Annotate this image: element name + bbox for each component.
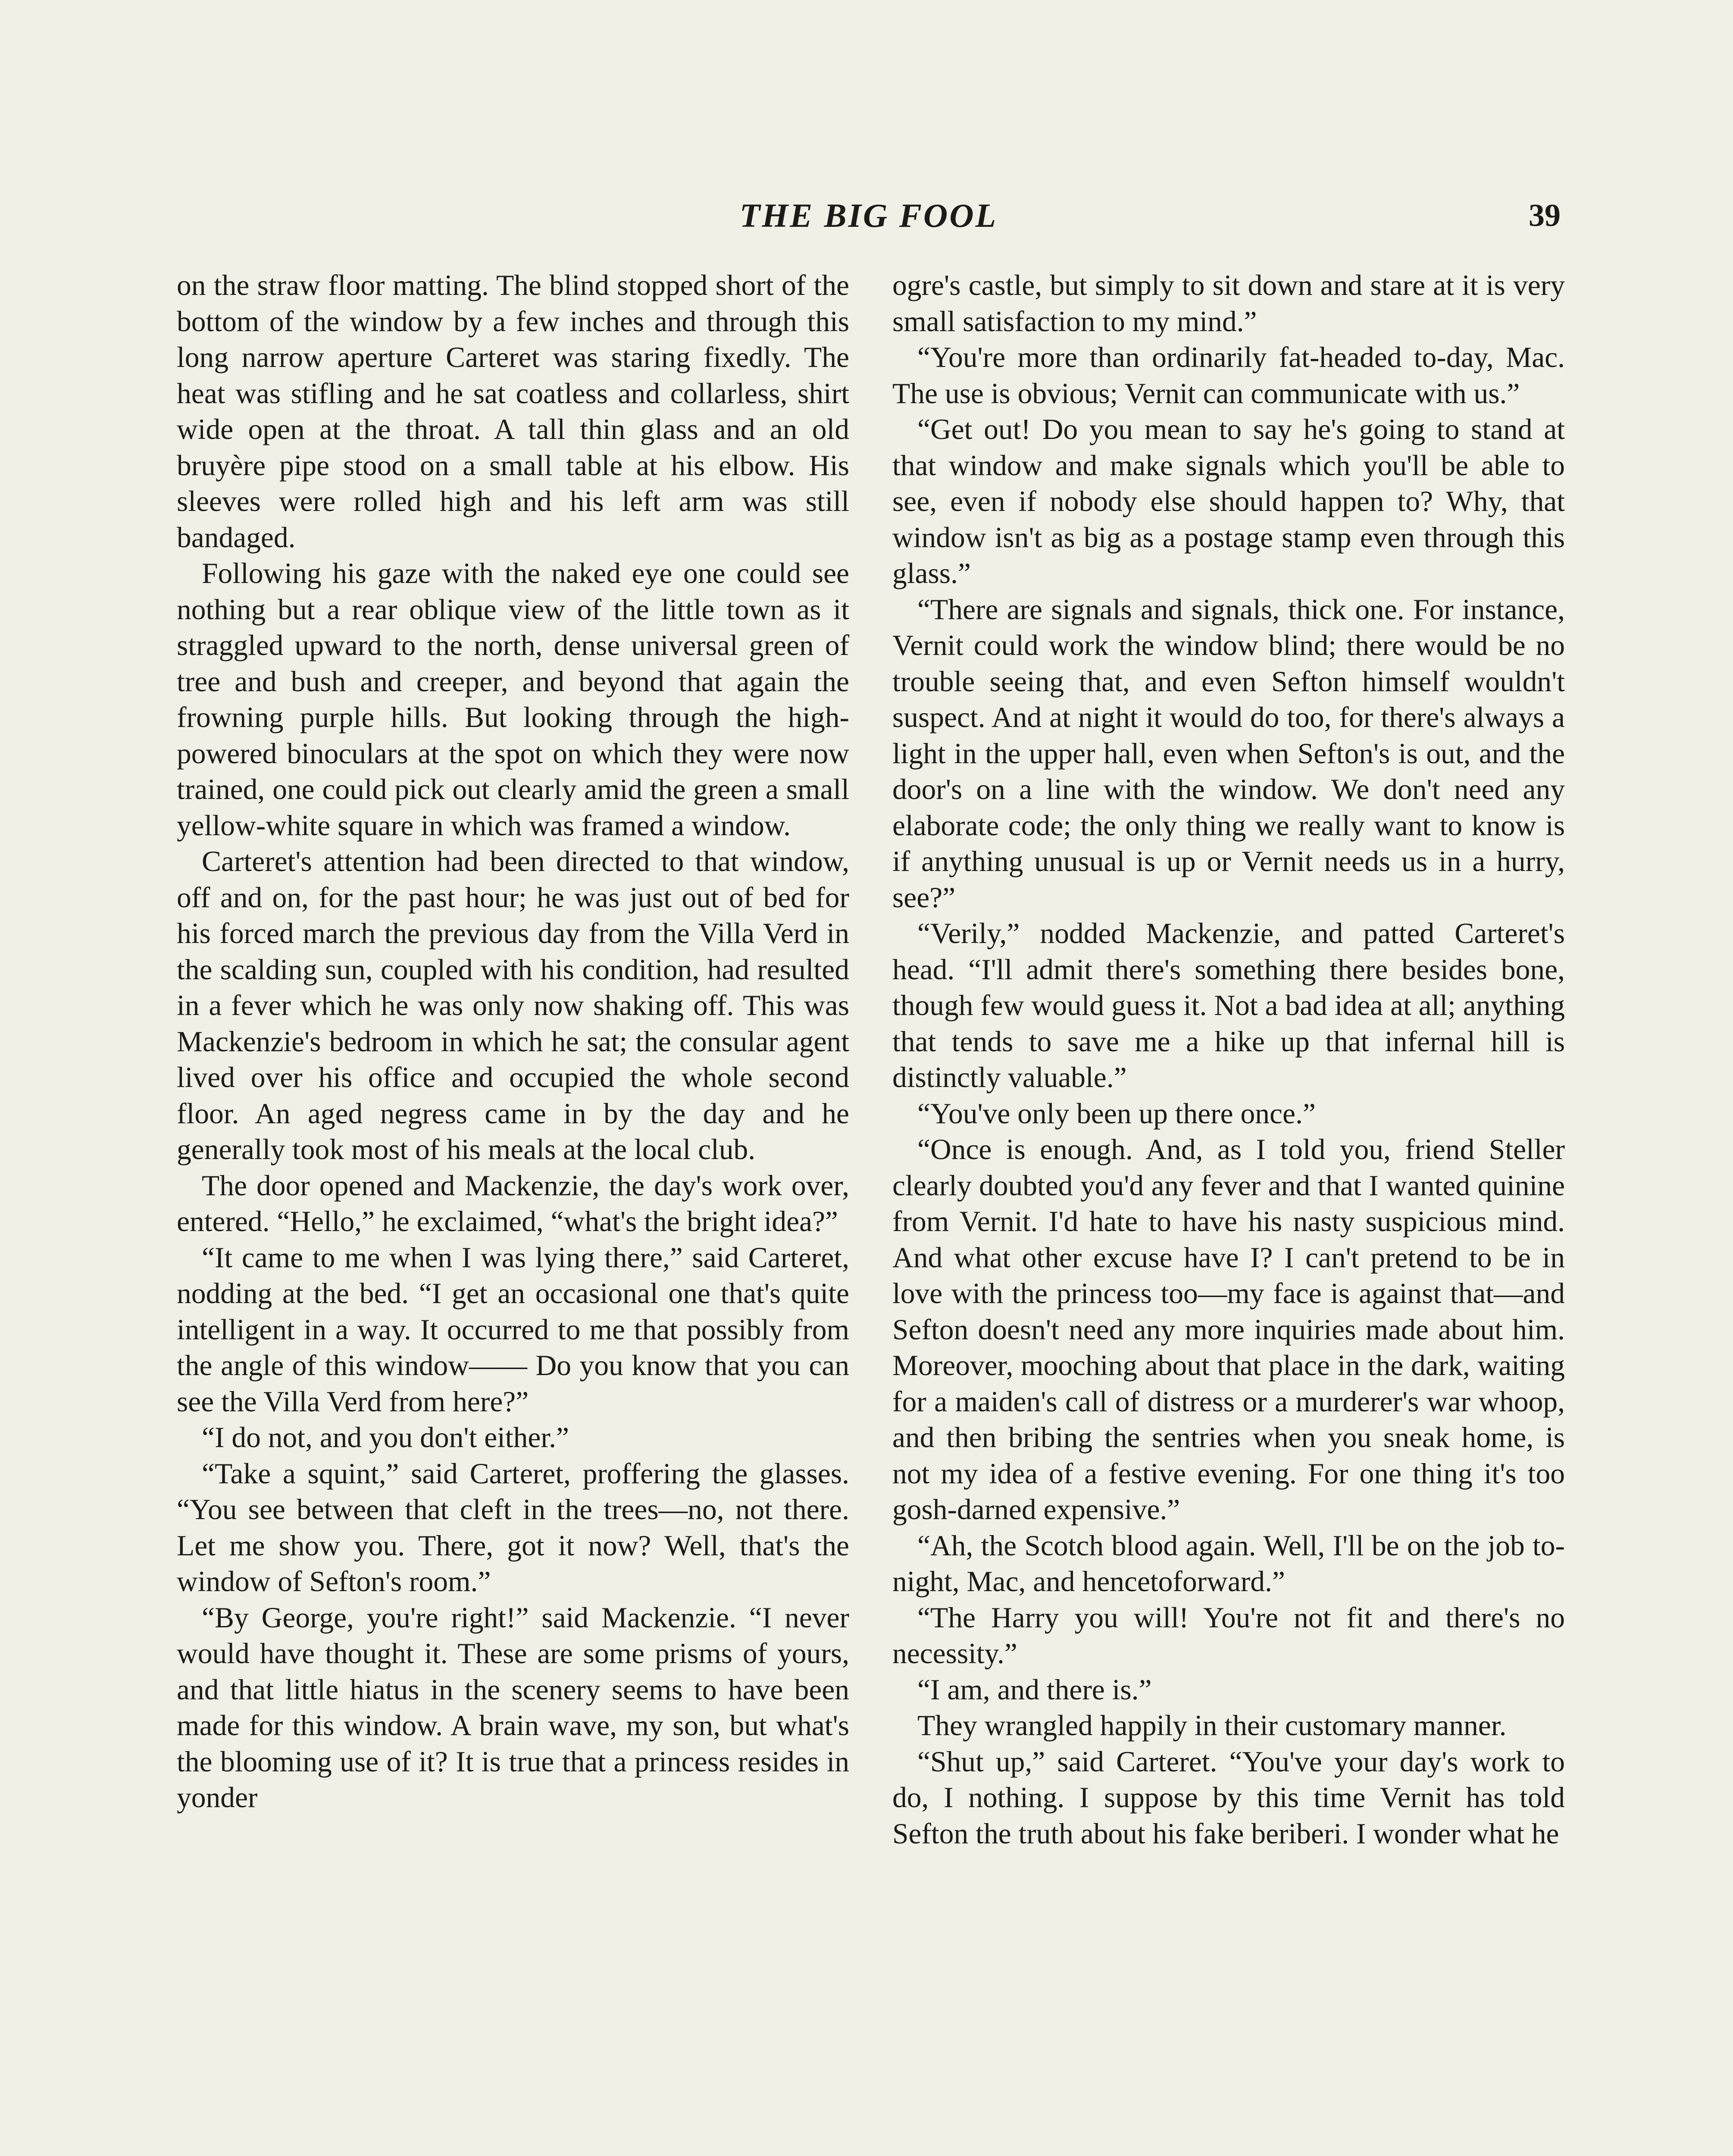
paragraph: “The Harry you will! You're not fit and there's no necessity.” [892, 1601, 1565, 1670]
paragraph: “Take a squint,” said Carteret, proffering the glasses. “You see between that cleft in the trees—no, not there. Let me show you. There, got it now? Well, that's the window of Sefton's room.” [177, 1457, 849, 1598]
left-text-column [177, 267, 849, 2156]
paragraph: The door opened and Mackenzie, the day's work over, entered. “Hello,” he exclaimed, “what's the bright idea?” [177, 1169, 849, 1238]
paragraph: “Once is enough. And, as I told you, friend Steller clearly doubted you'd any fever and that I wanted quinine from Vernit. I'd hate to have his nasty suspicious mind. And what other excuse have I? I can't pretend to be in love with the princess too—my face is against that—and Sefton doesn't need any more inquiries made about him. Moreover, mooching about that place in the dark, waiting for a maiden's call of distress or a murderer's war whoop, and then bribing the sentries when you sneak home, is not my idea of a festive evening. For one thing it's too gosh-darned expensive.” [892, 1133, 1565, 1526]
paragraph: “I am, and there is.” [917, 1673, 1152, 1706]
right-text-column [892, 267, 1565, 2156]
paragraph: ogre's castle, but simply to sit down and stare at it is very small satisfaction to my mind.” [892, 269, 1565, 338]
paragraph: Carteret's attention had been directed to that window, off and on, for the past hour; he was just out of bed for his forced march the previous day from the Villa Verd in the scalding sun, coupled with his condition, had resulted in a fever which he was only now shaking off. This was Mackenzie's bedroom in which he sat; the consular agent lived over his office and occupied the whole second floor. An aged negress came in by the day and he generally took most of his meals at the local club. [177, 845, 849, 1166]
paragraph: “You're more than ordinarily fat-headed to-day, Mac. The use is obvious; Vernit can communicate with us.” [892, 341, 1565, 410]
paragraph: They wrangled happily in their customary manner. [917, 1709, 1507, 1742]
running-title: THE BIG FOOL [739, 197, 998, 234]
running-header [177, 190, 1561, 241]
paragraph: “By George, you're right!” said Mackenzie. “I never would have thought it. These are some prisms of yours, and that little hiatus in the scenery seems to have been made for this window. A brain wave, my son, but what's the blooming use of it? It is true that a princess resides in yonder [177, 1601, 849, 1814]
paragraph: “I do not, and you don't either.” [202, 1421, 569, 1454]
paragraph: “It came to me when I was lying there,” said Carteret, nodding at the bed. “I get an occasional one that's quite intelligent in a way. It occurred to me that possibly from the angle of this window—— Do you know that you can see the Villa Verd from here?” [177, 1241, 849, 1418]
paragraph: on the straw floor matting. The blind stopped short of the bottom of the window by a few inches and through this long narrow aperture Carteret was staring fixedly. The heat was stifling and he sat coatless and collarless, shirt wide open at the throat. A tall thin glass and an old bruyère pipe stood on a small table at his elbow. His sleeves were rolled high and his left arm was still bandaged. [177, 269, 849, 554]
paragraph: “Verily,” nodded Mackenzie, and patted Carteret's head. “I'll admit there's something there besides bone, though few would guess it. Not a bad idea at all; anything that tends to save me a hike up that infernal hill is distinctly valuable.” [892, 917, 1565, 1094]
paragraph: “Ah, the Scotch blood again. Well, I'll be on the job to-night, Mac, and hencetoforward.” [892, 1529, 1565, 1598]
paragraph: Following his gaze with the naked eye one could see nothing but a rear oblique view of the little town as it straggled upward to the north, dense universal green of tree and bush and creeper, and beyond that again the frowning purple hills. But looking through the high-powered binoculars at the spot on which they were now trained, one could pick out clearly amid the green a small yellow-white square in which was framed a window. [177, 557, 849, 842]
page-number: 39 [1529, 198, 1561, 233]
paragraph: “Get out! Do you mean to say he's going to stand at that window and make signals which you'll be able to see, even if nobody else should happen to? Why, that window isn't as big as a postage stamp even through this glass.” [892, 413, 1565, 589]
paragraph: “Shut up,” said Carteret. “You've your day's work to do, I nothing. I suppose by this time Vernit has told Sefton the truth about his fake beriberi. I wonder what he [892, 1745, 1565, 1850]
paragraph: “You've only been up there once.” [917, 1097, 1316, 1130]
paragraph: “There are signals and signals, thick one. For instance, Vernit could work the window blind; there would be no trouble seeing that, and even Sefton himself wouldn't suspect. And at night it would do too, for there's always a light in the upper hall, even when Sefton's is out, and the door's on a line with the window. We don't need any elaborate code; the only thing we really want to know is if anything unusual is up or Vernit needs us in a hurry, see?” [892, 593, 1565, 914]
